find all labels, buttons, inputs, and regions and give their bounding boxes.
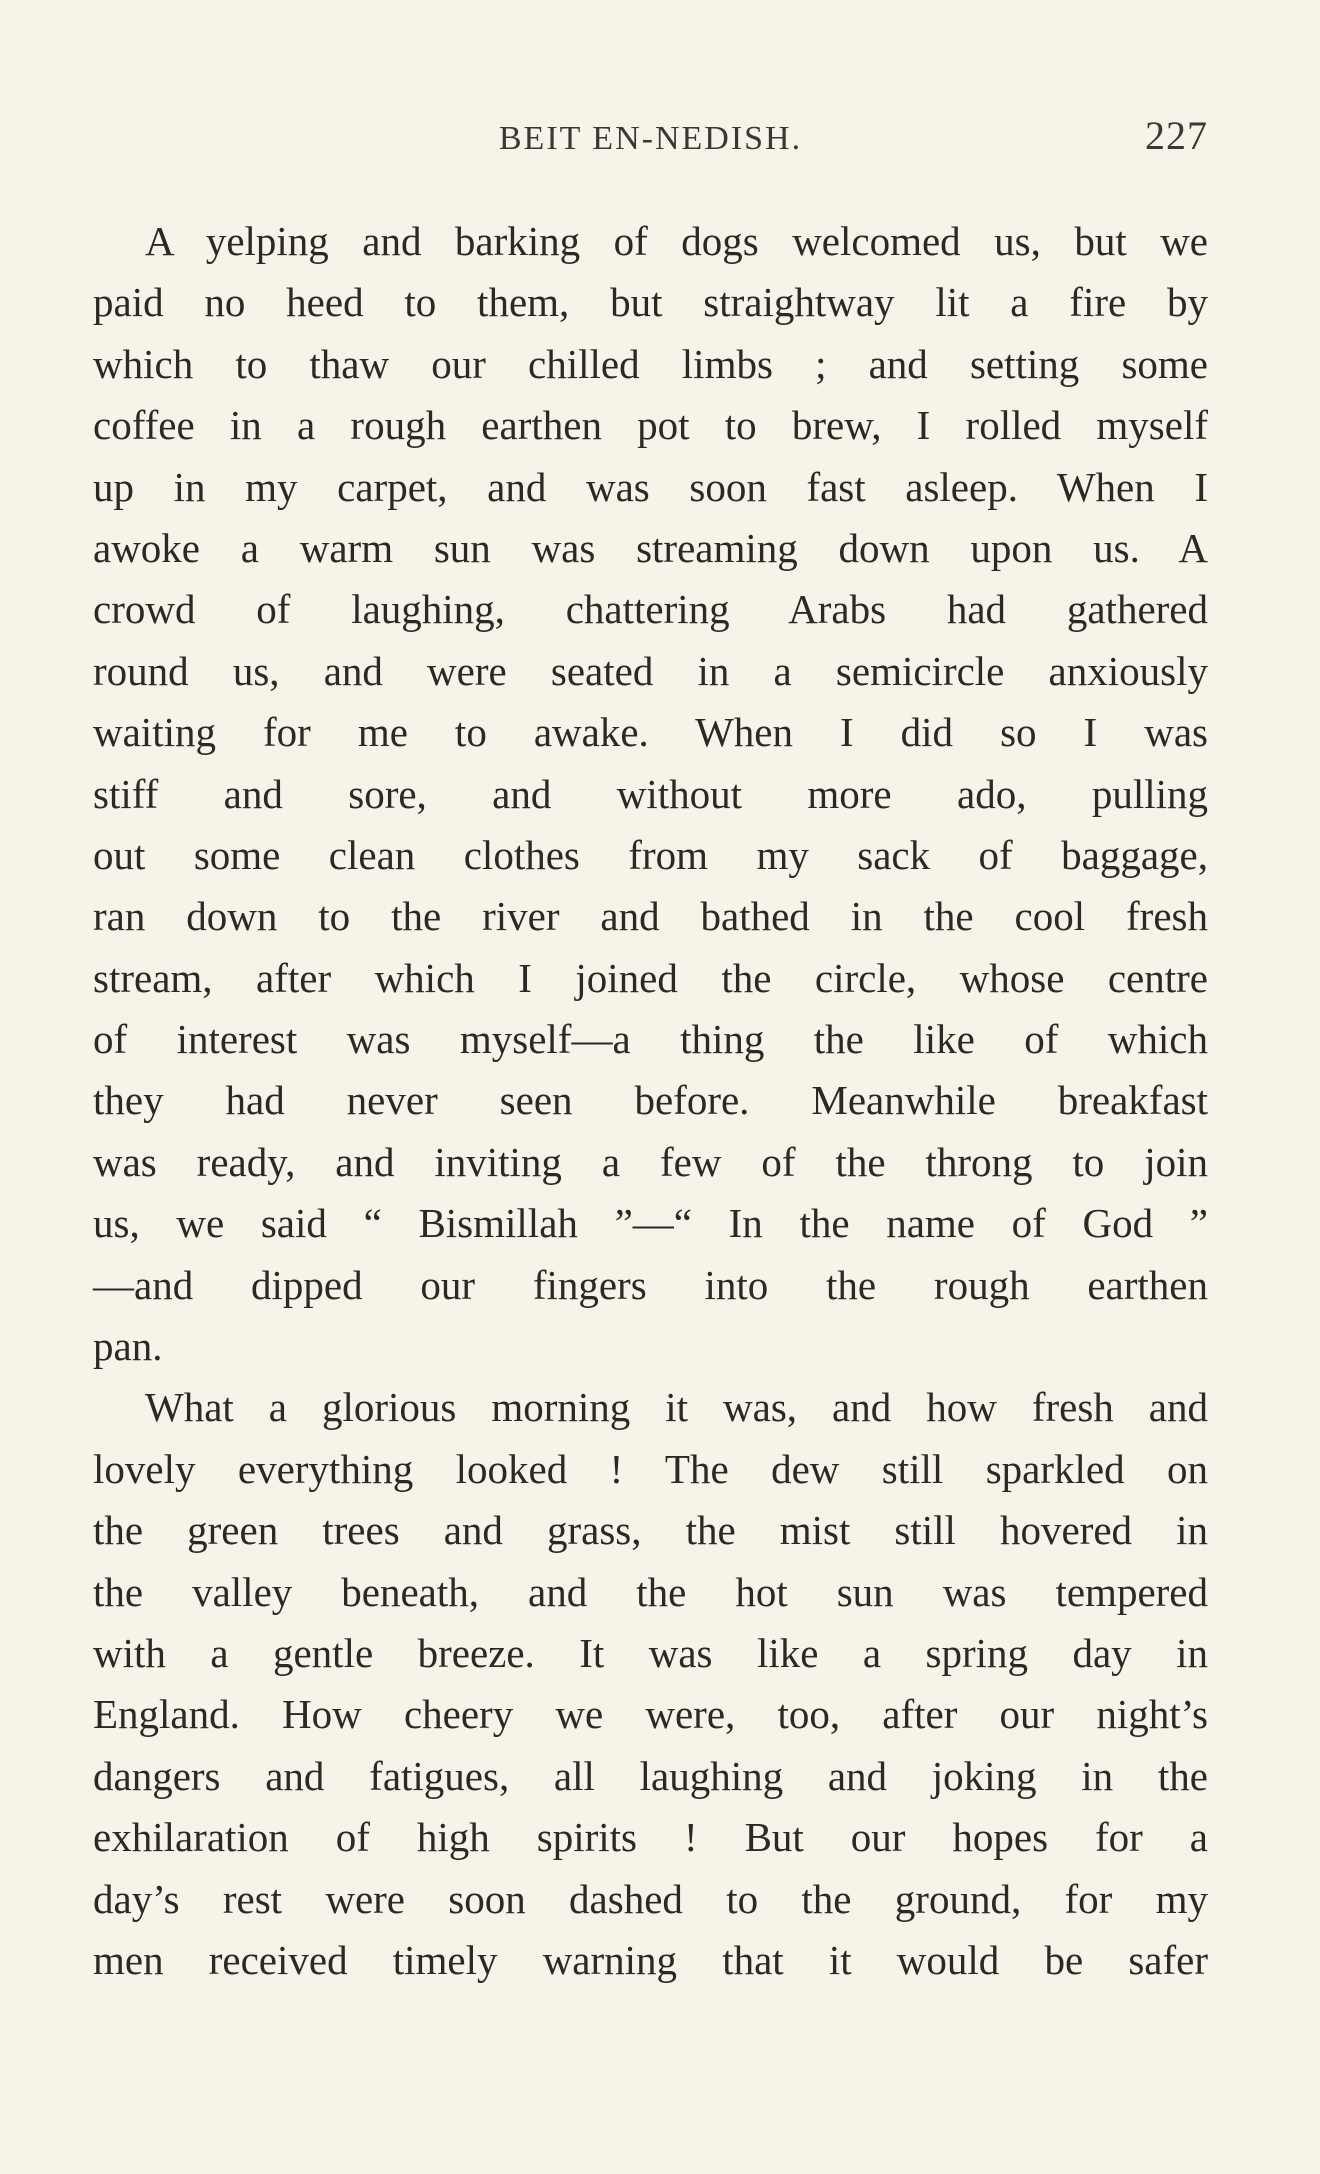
- text-line: us, we said “ Bismillah ”—“ In the name of God ”: [93, 1200, 1208, 1247]
- text-line: England. How cheery we were, too, after our night’s: [93, 1691, 1208, 1738]
- text-line: dangers and fatigues, all laughing and joking in the: [93, 1752, 1208, 1799]
- body-text: [93, 211, 1208, 1991]
- text-line: pan.: [93, 1323, 163, 1370]
- text-line: the green trees and grass, the mist still hovered in: [93, 1507, 1208, 1554]
- text-line: lovely everything looked ! The dew still sparkled on: [93, 1445, 1208, 1492]
- text-line: coffee in a rough earthen pot to brew, I rolled myself: [93, 402, 1208, 449]
- text-line: A yelping and barking of dogs welcomed us, but we: [145, 218, 1208, 264]
- text-line: stream, after which I joined the circle, whose centre: [93, 954, 1208, 1001]
- text-line: paid no heed to them, but straightway lit a fire by: [93, 279, 1208, 326]
- text-line: men received timely warning that it would be safer: [93, 1936, 1208, 1983]
- text-line: awoke a warm sun was streaming down upon us. A: [93, 524, 1208, 571]
- text-line: crowd of laughing, chattering Arabs had gathered: [93, 586, 1208, 633]
- text-line: they had never seen before. Meanwhile breakfast: [93, 1077, 1208, 1124]
- page-number: 227: [1145, 113, 1208, 158]
- text-line: up in my carpet, and was soon fast asleep. When I: [93, 463, 1208, 510]
- text-line: round us, and were seated in a semicircle anxiously: [93, 647, 1208, 694]
- text-line: which to thaw our chilled limbs ; and setting some: [93, 340, 1208, 387]
- text-line: out some clean clothes from my sack of baggage,: [93, 831, 1208, 878]
- text-line: day’s rest were soon dashed to the ground, for my: [93, 1875, 1208, 1922]
- text-line: the valley beneath, and the hot sun was tempered: [93, 1568, 1208, 1615]
- text-line: exhilaration of high spirits ! But our hopes for a: [93, 1814, 1208, 1861]
- text-line: —and dipped our fingers into the rough earthen: [93, 1261, 1208, 1308]
- running-title: BEIT EN-NEDISH.: [498, 120, 803, 157]
- text-line: What a glorious morning it was, and how fresh and: [145, 1384, 1208, 1431]
- text-line: ran down to the river and bathed in the cool fresh: [93, 893, 1208, 940]
- running-head: [93, 108, 1208, 168]
- text-line: waiting for me to awake. When I did so I was: [93, 709, 1208, 756]
- text-line: with a gentle breeze. It was like a spring day in: [93, 1629, 1208, 1676]
- text-line: was ready, and inviting a few of the throng to join: [93, 1138, 1208, 1185]
- text-line: of interest was myself—a thing the like of which: [93, 1016, 1208, 1063]
- text-line: stiff and sore, and without more ado, pulling: [93, 770, 1208, 817]
